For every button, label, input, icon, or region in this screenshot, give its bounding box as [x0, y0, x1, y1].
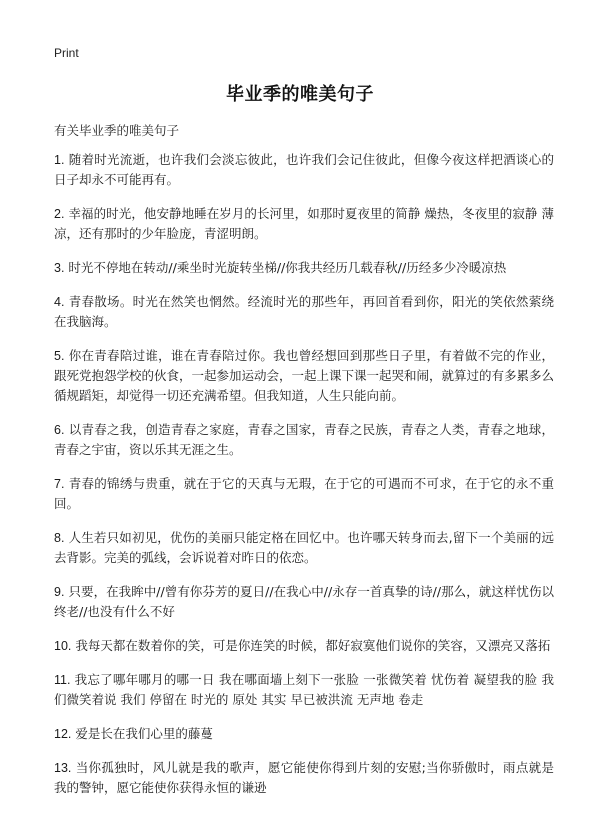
list-item: [54, 670, 554, 710]
item-number: 9.: [54, 585, 65, 599]
item-text: 青春散场。时光在然笑也惘然。经流时光的那些年，再回首看到你，阳光的笑依然萦绕在我脑海。: [54, 294, 554, 329]
list-item: [54, 420, 554, 460]
list-item: [54, 258, 554, 278]
item-number: 12.: [54, 727, 72, 741]
item-number: 3.: [54, 261, 65, 275]
list-item: [54, 724, 554, 744]
item-number: 7.: [54, 477, 65, 491]
page-title: 毕业季的唯美句子: [226, 84, 374, 105]
list-item: [54, 474, 554, 514]
item-number: 1.: [54, 153, 65, 167]
item-text: 当你孤独时，风儿就是我的歌声，愿它能使你得到片刻的安慰;当你骄傲时，雨点就是我的警钟，愿它能使你获得永恒的谦逊: [54, 760, 554, 795]
list-item: [54, 528, 554, 568]
list-item: [54, 204, 554, 244]
item-number: 11.: [54, 673, 71, 687]
item-number: 8.: [54, 531, 65, 545]
item-number: 13.: [54, 761, 72, 775]
item-text: 青春的锦绣与贵重，就在于它的天真与无瑕，在于它的可遇而不可求，在于它的永不重回。: [54, 476, 554, 511]
list-item: [54, 636, 554, 656]
item-text: 时光不停地在转动//乘坐时光旋转坐梯//你我共经历几载春秋//历经多少冷暖凉热: [68, 260, 507, 275]
print-link[interactable]: Print: [54, 46, 79, 60]
item-number: 10.: [54, 639, 72, 653]
item-text: 你在青春陪过谁，谁在青春陪过你。我也曾经想回到那些日子里，有着做不完的作业，跟死党抱怨学校的伙食，一起参加运动会，一起上课下课一起哭和闹，就算过的有多累多么循规蹈矩，却觉得一切还充满希望。但我知道，人生只能向前。: [54, 348, 555, 403]
item-text: 只要，在我眸中//曾有你芬芳的夏日//在我心中//永存一首真挚的诗//那么，就这样忧伤以终老//也没有什么不好: [54, 584, 554, 619]
item-number: 6.: [54, 423, 65, 437]
page-subtitle: 有关毕业季的唯美句子: [54, 123, 180, 138]
item-number: 2.: [54, 207, 65, 221]
sentence-list: [54, 150, 554, 812]
item-number: 5.: [54, 349, 65, 363]
list-item: [54, 346, 554, 406]
item-text: 幸福的时光，他安静地睡在岁月的长河里，如那时夏夜里的简静 燥热，冬夜里的寂静 薄凉，还有那时的少年脸庞，青涩明朗。: [54, 206, 554, 241]
item-text: 人生若只如初见，优伤的美丽只能定格在回忆中。也许哪天转身而去,留下一个美丽的远去背影。完美的弧线，会诉说着对昨日的依恋。: [54, 530, 554, 565]
list-item: [54, 292, 554, 332]
item-number: 4.: [54, 295, 65, 309]
item-text: 我每天都在数着你的笑，可是你连笑的时候，都好寂寞他们说你的笑容，又漂亮又落拓: [75, 638, 551, 653]
item-text: 爱是长在我们心里的藤蔓: [75, 726, 213, 741]
item-text: 以青春之我，创造青春之家庭，青春之国家，青春之民族，青春之人类，青春之地球，青春之宇宙，资以乐其无涯之生。: [54, 422, 554, 457]
item-text: 随着时光流逝，也许我们会淡忘彼此，也许我们会记住彼此，但像今夜这样把酒谈心的日子却永不可能再有。: [54, 152, 554, 187]
list-item: [54, 758, 554, 798]
list-item: [54, 582, 554, 622]
list-item: [54, 150, 554, 190]
item-text: 我忘了哪年哪月的哪一日 我在哪面墙上刻下一张脸 一张微笑着 忧伤着 凝望我的脸 我们微笑着说 我们 停留在 时光的 原处 其实 早已被洪流 无声地 卷走: [54, 672, 554, 707]
